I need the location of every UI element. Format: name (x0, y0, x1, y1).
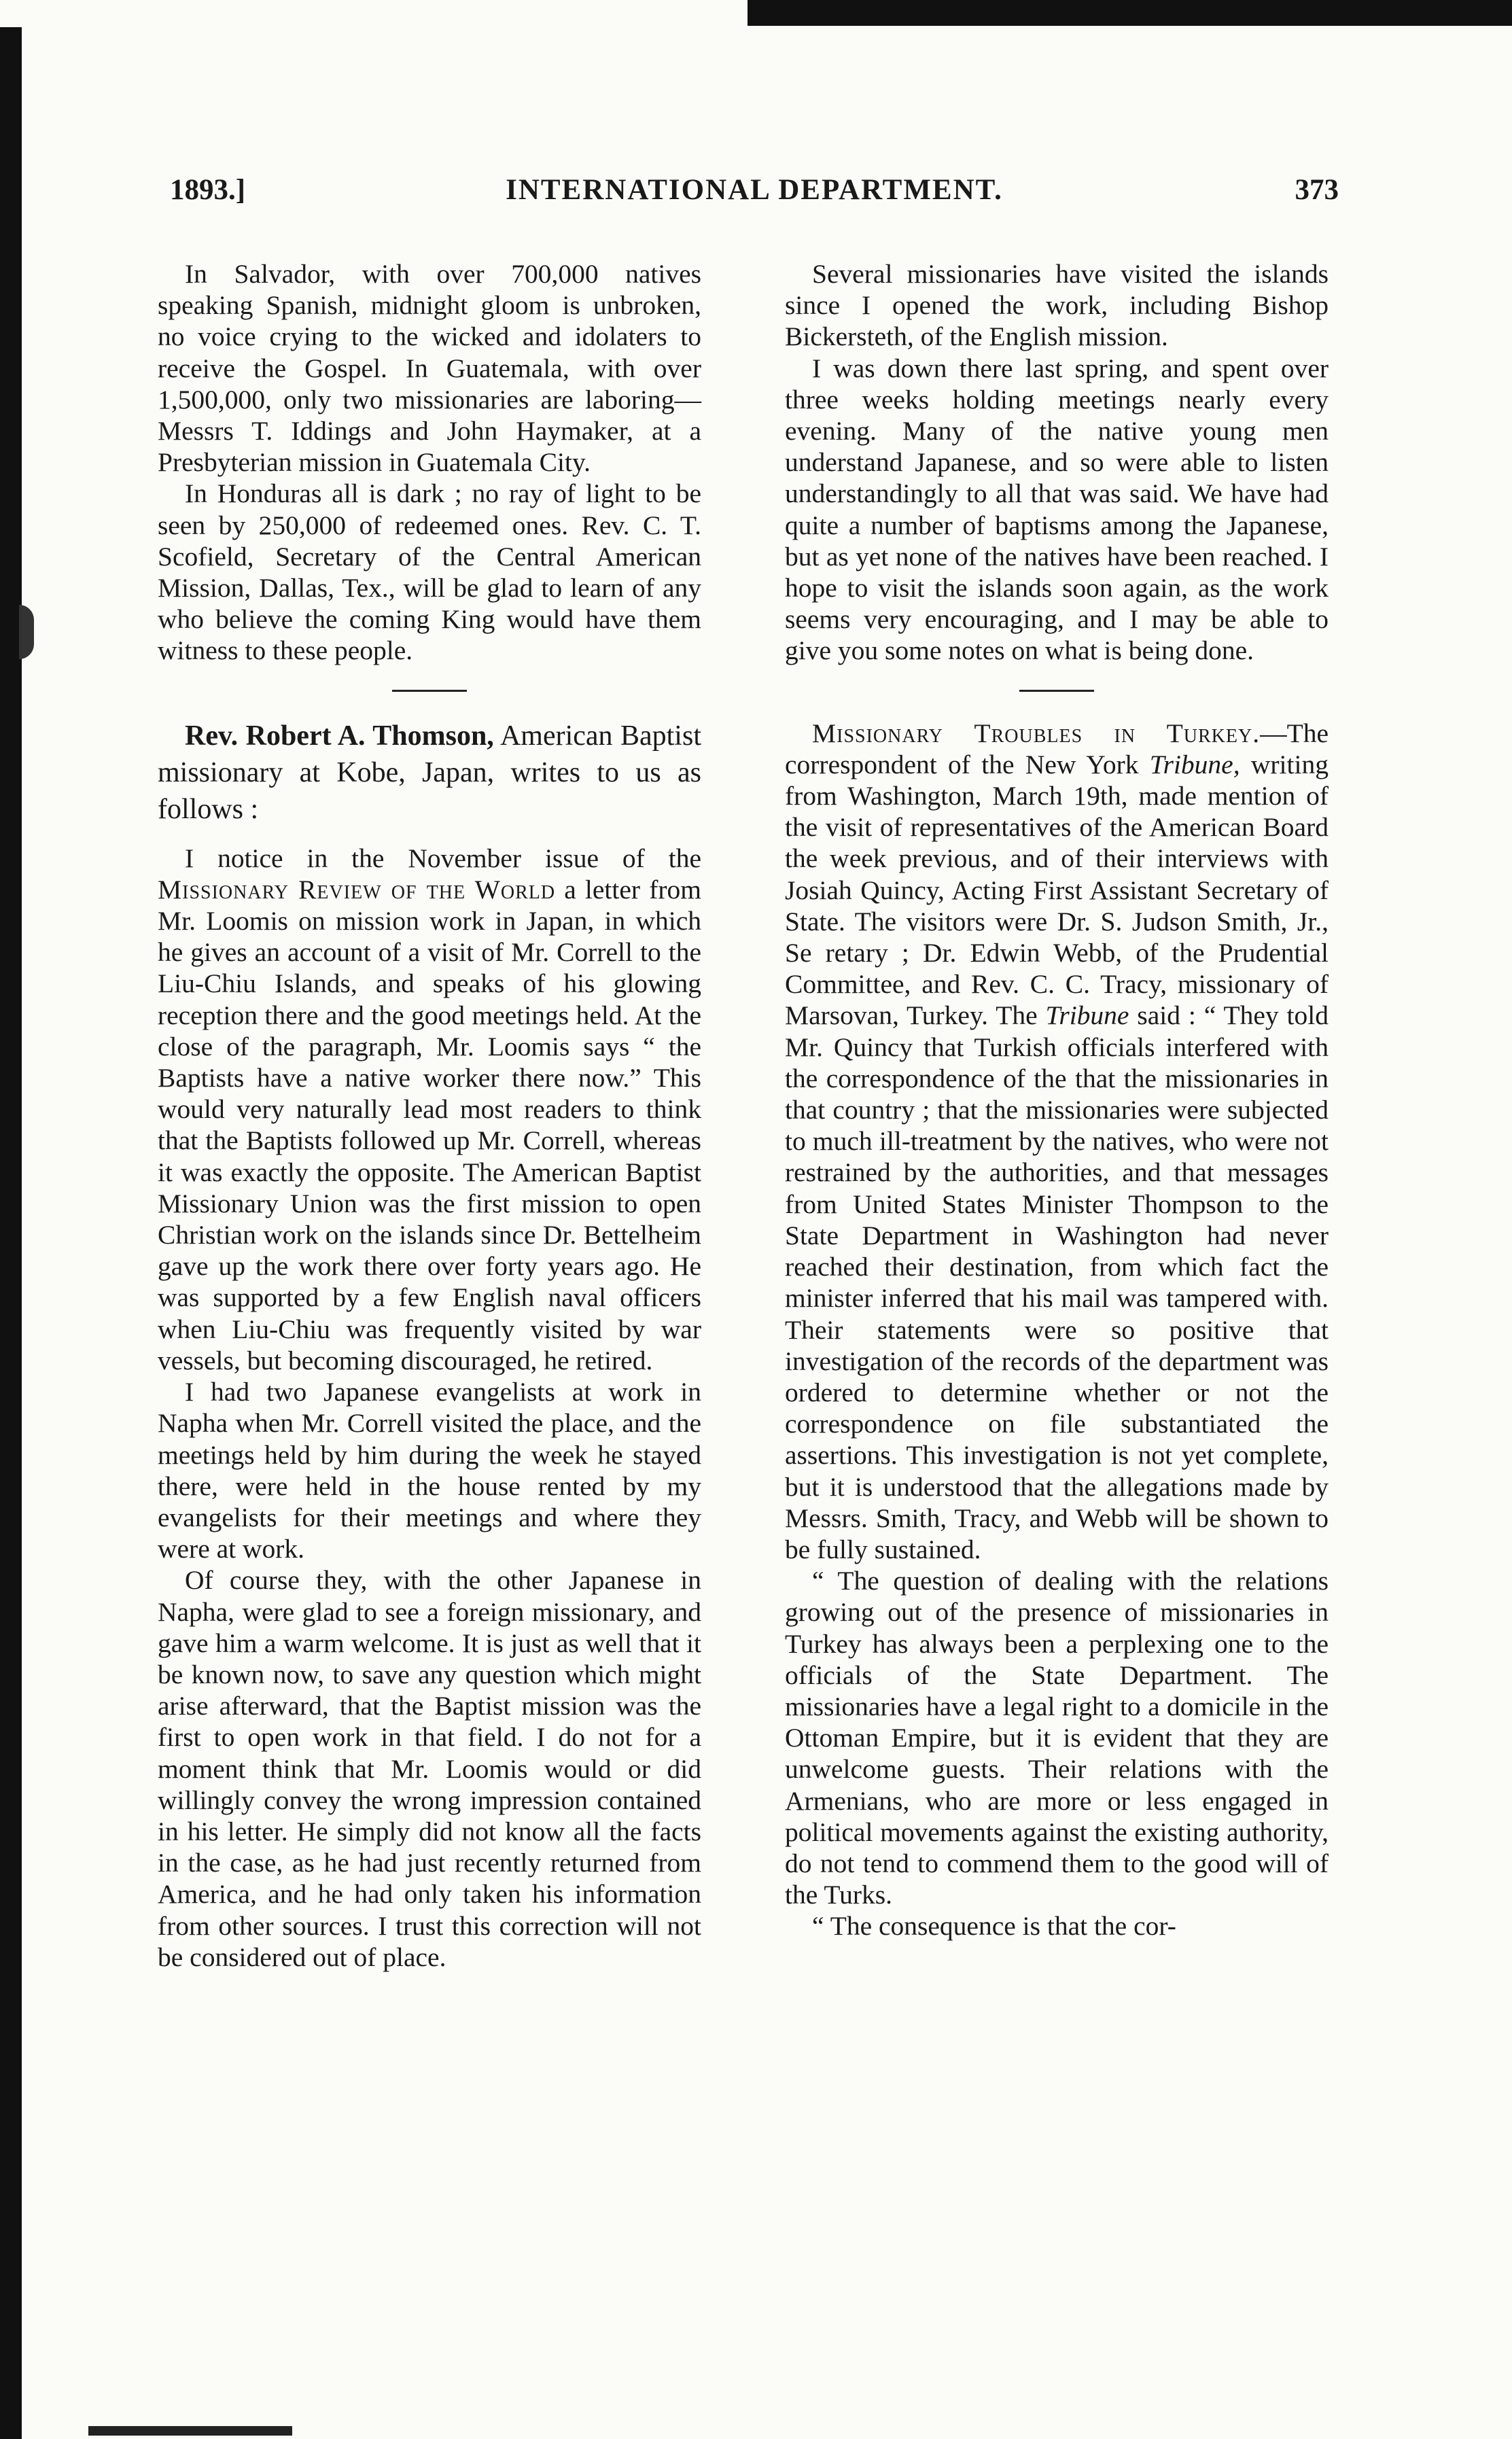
scan-smudge (19, 605, 34, 659)
newspaper-title: Tribune, (1149, 749, 1240, 779)
paragraph-napha-evangelists: I had two Japanese evangelists at work in Napha when Mr. Correll visited the place, and the meetings held by him during the week he stayed there, were held in the house rented by my evangelists for their meetings and where they were at work. (158, 1377, 701, 1564)
header-section-title: INTERNATIONAL DEPARTMENT. (506, 174, 1003, 206)
running-header (170, 173, 1339, 214)
paragraph-loomis-letter: I notice in the November issue of the Missionary Review of the World a letter from Mr. Loomis on mission work in Japan, in which he gives an account of a visit of Mr. Correll to the Liu-Chiu Islands, and speaks of his glowing reception there and the good meetings held. At the close of the paragraph, Mr. Loomis says “ the Baptists have a native worker there now.” This would very naturally lead most readers to think that the Baptists followed up Mr. Correll, whereas it was exactly the opposite. The American Baptist Missionary Union was the first mission to open Christian work on the islands since Dr. Bettelheim gave up the work there over forty years ago. He was supported by a few English naval officers when Liu-Chiu was frequently visited by war vessels, but becoming discouraged, he retired. (158, 843, 701, 1375)
paragraph-question: “ The question of dealing with the relations growing out of the presence of missionaries in Turkey has always been a perplexing one to the officials of the State Department. The missionaries have a legal right to a domicile in the Ottoman Empire, but it is evident that they are unwelcome guests. Their relations with the Armenians, who are more or less engaged in political movements against the existing authority, do not tend to commend them to the good will of the Turks. (785, 1566, 1329, 1910)
right-column (785, 258, 1329, 1942)
newspaper-title: Tribune (1045, 1000, 1129, 1031)
thomson-intro-text: American Baptist missionary at Kobe, Japan, writes to us as follows : (158, 720, 701, 825)
paragraph-welcome: Of course they, with the other Japanese in Napha, were glad to see a foreign missionary, and gave him a warm welcome. It is just as well that it be known now, to save any question which might arise afterward, that the Baptist mission was the first to open work in that field. I do not for a moment think that Mr. Loomis would or did willingly convey the wrong impression contained in his letter. He simply did not know all the facts in the case, as he had just recently returned from America, and he had only taken his information from other sources. I trust this correction will not be considered out of place. (158, 1565, 701, 1972)
paragraph-spring-visit: I was down there last spring, and spent over three weeks holding meetings nearly every evening. Many of the native young men understand Japanese, and so were able to listen understandingly to all that was said. We have had quite a number of baptisms among the Japanese, but as yet none of the natives have been reached. I hope to visit the islands soon again, as the work seems very encouraging, and I may be able to give you some notes on what is being done. (785, 353, 1329, 666)
thomson-intro (158, 718, 701, 828)
scan-edge-left (0, 27, 22, 2439)
section-heading-turkey: Missionary Troubles in Turkey. (812, 718, 1261, 748)
paragraph-consequence: “ The consequence is that the cor- (812, 1911, 1176, 1942)
left-column (158, 258, 701, 1973)
author-name: Rev. Robert A. Thomson, (185, 720, 494, 752)
journal-title: Missionary Review of the World (158, 874, 556, 905)
header-year: 1893.] (170, 174, 246, 206)
paragraph-honduras: In Honduras all is dark ; no ray of light to be seen by 250,000 of redeemed ones. Rev. C. T. Scofield, Secretary of the Central American Mission, Dallas, Tex., will be glad to learn of any who believe the coming King would have them witness to these people. (158, 478, 701, 666)
page-number: 373 (1295, 174, 1339, 206)
section-divider (392, 690, 467, 692)
paragraph-salvador: In Salvador, with over 700,000 natives speaking Spanish, midnight gloom is unbroken, no voice crying to the wicked and idolaters to receive the Gospel. In Guatemala, with over 1,500,000, only two missionaries are laboring—Messrs T. Iddings and John Haymaker, at a Presbyterian mission in Guatemala City. (158, 259, 701, 478)
section-divider (1019, 690, 1094, 692)
paragraph-turkey: Missionary Troubles in Turkey.—The correspondent of the New York Tribune, writing from Washington, March 19th, made mention of the visit of representatives of the American Board the week previous, and of their interviews with Josiah Quincy, Acting First Assistant Secretary of State. The visitors were Dr. S. Judson Smith, Jr., Se retary ; Dr. Edwin Webb, of the Prudential Committee, and Rev. C. C. Tracy, missionary of Marsovan, Turkey. The Tribune said : “ They told Mr. Quincy that Turkish officials interfered with the correspondence of the that the missionaries in that country ; that the missionaries were subjected to much ill-treatment by the natives, who were not restrained by the authorities, and that messages from United States Minister Thompson to the State Department in Washington had never reached their destination, from which fact the minister inferred that his mail was tampered with. Their statements were so positive that investigation of the records of the department was ordered to determine whether or not the correspondence on file substantiated the assertions. This investigation is not yet complete, but it is understood that the allegations made by Messrs. Smith, Tracy, and Webb will be shown to be fully sustained. (785, 718, 1329, 1564)
scan-edge-top (748, 0, 1512, 26)
paragraph-visitors: Several missionaries have visited the islands since I opened the work, including Bishop Bickersteth, of the English mission. (785, 259, 1329, 352)
scan-edge-bottom (88, 2426, 292, 2436)
